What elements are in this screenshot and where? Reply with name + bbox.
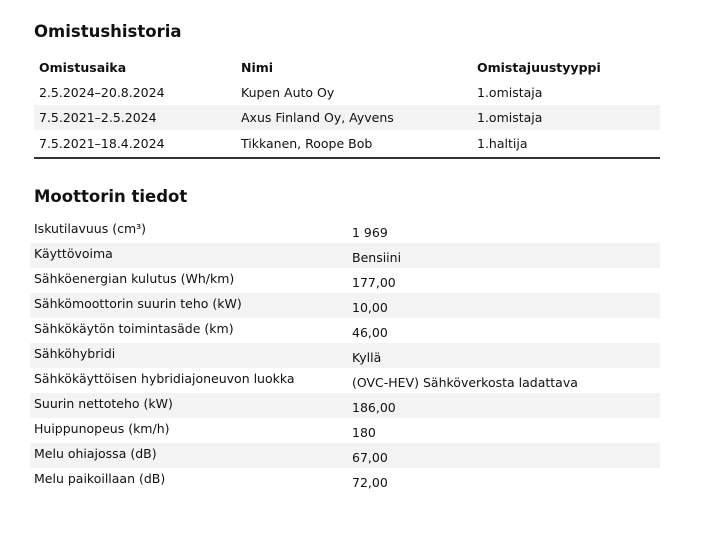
engine-detail-value: 177,00	[352, 275, 396, 290]
owner-name: Axus Finland Oy, Ayvens	[241, 110, 394, 125]
ownership-period: 7.5.2021–18.4.2024	[34, 130, 241, 158]
ownership-type: 1.omistaja	[477, 85, 543, 100]
owner-name: Kupen Auto Oy	[241, 85, 335, 100]
table-row	[34, 130, 660, 158]
table-row	[34, 80, 660, 105]
ownership-type: 1.haltija	[477, 130, 660, 158]
engine-detail-label: Melu paikoillaan (dB)	[34, 471, 166, 486]
engine-detail-label: Sähkömoottorin suurin teho (kW)	[34, 296, 242, 311]
engine-detail-value: (OVC-HEV) Sähköverkosta ladattava	[352, 375, 578, 390]
ownership-history-table	[34, 54, 660, 159]
engine-detail-value: 67,00	[352, 450, 388, 465]
engine-detail-label: Sähkökäytön toimintasäde (km)	[34, 321, 234, 336]
engine-detail-label: Sähkökäyttöisen hybridiajoneuvon luokka	[34, 371, 295, 386]
list-item	[30, 268, 660, 293]
table-header-row	[34, 54, 660, 80]
engine-detail-value: 10,00	[352, 300, 388, 315]
engine-detail-value: 72,00	[352, 475, 388, 490]
engine-detail-label: Huippunopeus (km/h)	[34, 421, 170, 436]
engine-detail-value: 186,00	[352, 400, 396, 415]
engine-detail-label: Käyttövoima	[34, 246, 113, 261]
engine-detail-label: Suurin nettoteho (kW)	[34, 396, 173, 411]
engine-detail-value: 46,00	[352, 325, 388, 340]
list-item	[30, 343, 660, 368]
header-ownership-period: Omistusaika	[39, 59, 127, 75]
list-item	[30, 468, 660, 493]
list-item	[30, 393, 660, 418]
engine-detail-label: Sähköenergian kulutus (Wh/km)	[34, 271, 235, 286]
header-owner-name: Nimi	[241, 59, 274, 75]
ownership-period: 7.5.2021–2.5.2024	[39, 110, 157, 125]
engine-detail-value: Kyllä	[352, 350, 382, 365]
engine-detail-value: Bensiini	[352, 250, 402, 265]
engine-detail-label: Sähköhybridi	[34, 346, 116, 361]
list-item	[30, 418, 660, 443]
list-item	[30, 318, 660, 343]
engine-detail-value: 180	[352, 425, 376, 440]
list-item	[30, 293, 660, 318]
ownership-period: 2.5.2024–20.8.2024	[39, 85, 165, 100]
engine-detail-value: 1 969	[352, 225, 388, 240]
engine-details-title: Moottorin tiedot	[34, 187, 188, 206]
table-row	[34, 105, 660, 130]
ownership-history-title: Omistushistoria	[34, 22, 182, 41]
owner-name: Tikkanen, Roope Bob	[241, 130, 477, 158]
list-item	[30, 218, 660, 243]
list-item	[30, 243, 660, 268]
engine-detail-label: Iskutilavuus (cm³)	[34, 221, 147, 236]
list-item	[30, 368, 660, 393]
header-ownership-type: Omistajuustyyppi	[477, 59, 601, 75]
ownership-type: 1.omistaja	[477, 110, 543, 125]
engine-detail-label: Melu ohiajossa (dB)	[34, 446, 157, 461]
list-item	[30, 443, 660, 468]
engine-details-list	[30, 218, 660, 493]
